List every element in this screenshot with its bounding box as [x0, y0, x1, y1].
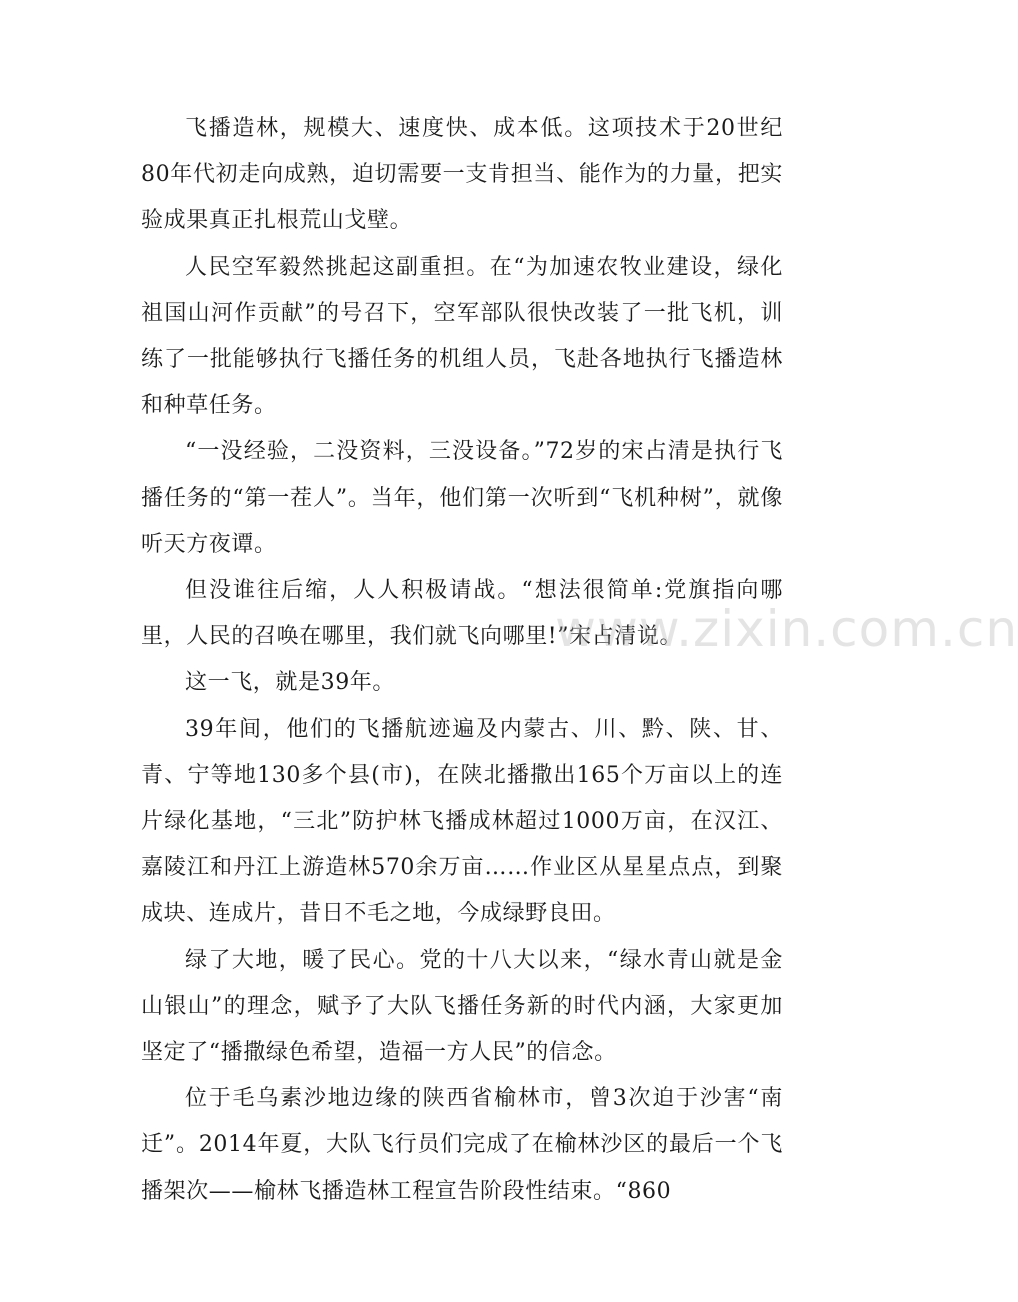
paragraph-1: 飞播造林，规模大、速度快、成本低。这项技术于20世纪80年代初走向成熟，迫切需要一支肯担当、能作为的力量，把实验成果真正扎根荒山戈壁。	[141, 116, 783, 234]
watermark: www.zixin.com.cn	[555, 600, 1018, 658]
paragraph-3: “一没经验，二没资料，三没设备。”72岁的宋占清是执行飞播任务的“第一茬人”。当年，他们第一次听到“飞机种树”，就像听天方夜谭。	[141, 439, 783, 557]
paragraph-8: 位于毛乌素沙地边缘的陕西省榆林市，曾3次迫于沙害“南迁”。2014年夏，大队飞行员们完成了在榆林沙区的最后一个飞播架次——榆林飞播造林工程宣告阶段性结束。“860	[141, 1086, 783, 1204]
paragraph-5: 这一飞，就是39年。	[185, 670, 395, 696]
paragraph-4: 但没谁往后缩，人人积极请战。“想法很简单:党旗指向哪里，人民的召唤在哪里，我们就飞向哪里!”宋占清说。	[141, 578, 783, 650]
paragraph-6: 39年间，他们的飞播航迹遍及内蒙古、川、黔、陕、甘、青、宁等地130多个县(市)，在陕北播撒出165个万亩以上的连片绿化基地，“三北”防护林飞播成林超过1000万亩，在汉江、嘉陵江和丹江上游造林570余万亩……作业区从星星点点，到聚成块、连成片，昔日不毛之地，今成绿野良田。	[141, 716, 783, 927]
paragraph-2: 人民空军毅然挑起这副重担。在“为加速农牧业建设，绿化祖国山河作贡献”的号召下，空军部队很快改装了一批飞机，训练了一批能够执行飞播任务的机组人员，飞赴各地执行飞播造林和种草任务。	[141, 254, 783, 419]
article-body	[141, 106, 783, 1215]
paragraph-7: 绿了大地，暖了民心。党的十八大以来，“绿水青山就是金山银山”的理念，赋予了大队飞播任务新的时代内涵，大家更加坚定了“播撒绿色希望，造福一方人民”的信念。	[141, 947, 783, 1066]
